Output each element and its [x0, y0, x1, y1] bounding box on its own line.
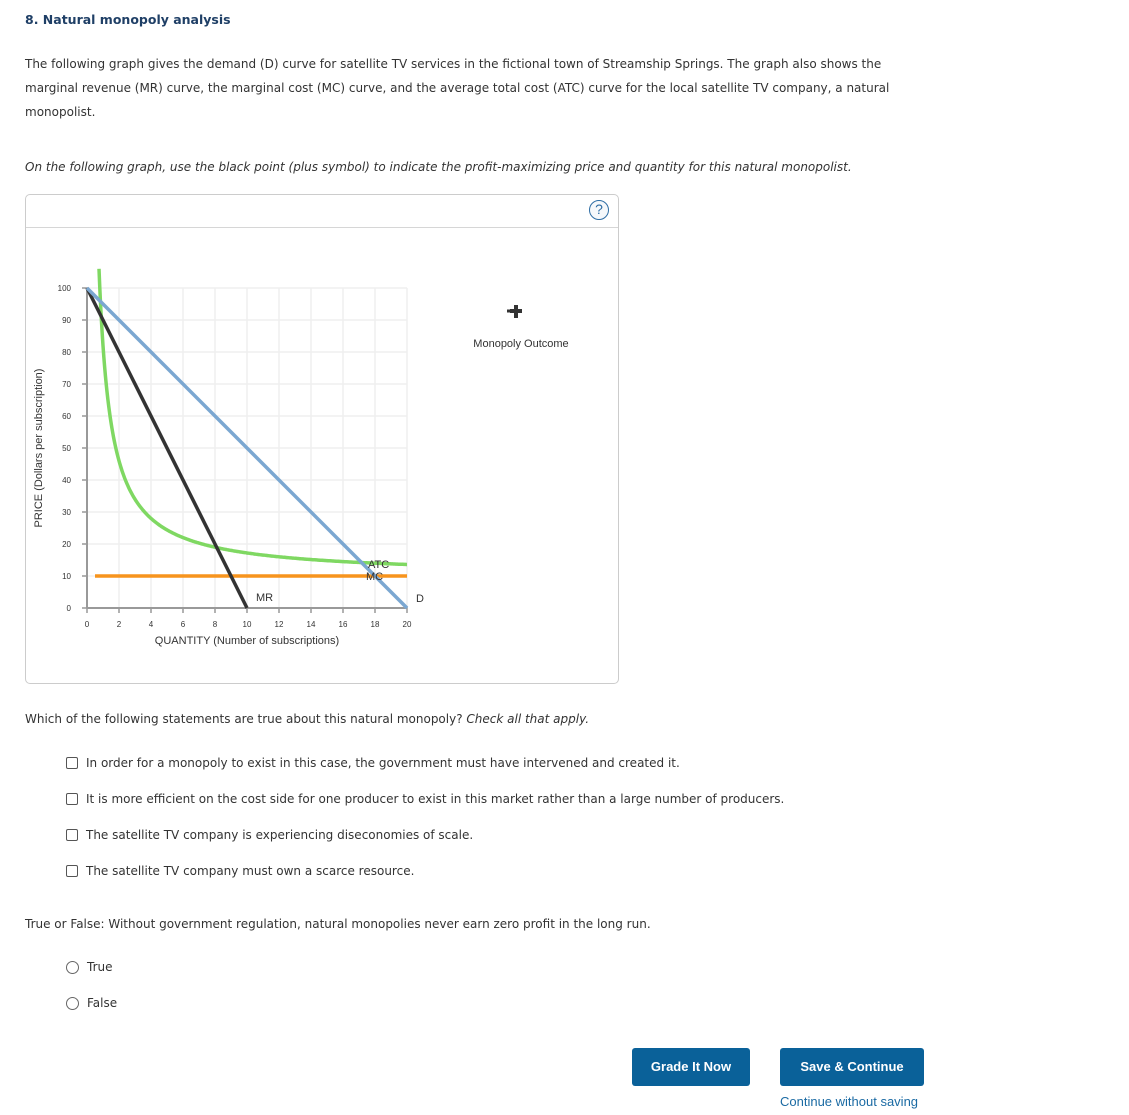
demand-label: D	[416, 593, 424, 605]
y-tick-label: 20	[62, 540, 71, 549]
q2-option-1[interactable]	[66, 756, 680, 770]
save-continue-button[interactable]: Save & Continue	[780, 1048, 924, 1086]
q2-option-label: The satellite TV company is experiencing diseconomies of scale.	[86, 828, 474, 842]
graph-instruction: On the following graph, use the black point (plus symbol) to indicate the profit-maximizing price and quantity for this natural monopolist.	[25, 160, 852, 174]
y-tick-label: 40	[62, 476, 71, 485]
continue-without-saving-link[interactable]: Continue without saving	[780, 1094, 919, 1109]
mr-label: MR	[256, 592, 274, 604]
radio-button[interactable]	[66, 997, 79, 1010]
x-tick-label: 14	[306, 620, 316, 629]
graph-canvas[interactable]	[26, 195, 620, 685]
y-tick-label: 10	[62, 572, 71, 581]
q3-option-false[interactable]	[66, 996, 117, 1010]
q2-option-4[interactable]	[66, 864, 414, 878]
radio-button[interactable]	[66, 961, 79, 974]
q2-option-label: In order for a monopoly to exist in this case, the government must have intervened and created it.	[86, 756, 680, 770]
q3-option-label: False	[87, 996, 118, 1010]
help-icon[interactable]: ?	[589, 200, 609, 220]
y-tick-label: 70	[62, 380, 71, 389]
q2-option-3[interactable]	[66, 828, 473, 842]
mc-label: MC	[366, 571, 384, 583]
q3-prompt: True or False: Without government regulation, natural monopolies never earn zero profit in the long run.	[25, 917, 651, 931]
x-tick-label: 8	[212, 620, 218, 629]
y-tick-label: 100	[57, 284, 71, 293]
q3-option-label: True	[87, 960, 113, 974]
question-intro: The following graph gives the demand (D) curve for satellite TV services in the fictional town of Streamship Springs. The graph also shows the marginal revenue (MR) curve, the marginal cost (MC) curve, and the average total cost (ATC) curve for the local satellite TV company, a natural monopolist.	[25, 57, 890, 119]
q2-prompt	[25, 712, 589, 726]
grade-it-now-button[interactable]: Grade It Now	[632, 1048, 750, 1086]
q3-option-true[interactable]	[66, 960, 113, 974]
q2-option-label: It is more efficient on the cost side for one producer to exist in this market rather than a large number of producers.	[86, 792, 785, 806]
x-tick-label: 10	[242, 620, 252, 629]
y-tick-label: 0	[66, 604, 71, 613]
monopoly-outcome-label: Monopoly Outcome	[473, 338, 569, 350]
y-tick-label: 30	[62, 508, 71, 517]
y-tick-label: 50	[62, 444, 71, 453]
x-axis-label: QUANTITY (Number of subscriptions)	[154, 635, 340, 647]
x-tick-label: 12	[274, 620, 284, 629]
q2-option-2[interactable]	[66, 792, 784, 806]
checkbox[interactable]	[66, 829, 78, 841]
q2-option-label: The satellite TV company must own a scarce resource.	[86, 864, 415, 878]
x-tick-label: 4	[148, 620, 154, 629]
y-axis-label: PRICE (Dollars per subscription)	[33, 368, 45, 528]
y-tick-label: 60	[62, 412, 71, 421]
monopoly-outcome-tool[interactable]	[507, 305, 522, 318]
x-tick-label: 0	[84, 620, 90, 629]
atc-label: ATC	[368, 559, 390, 571]
q2-prompt-hint: Check all that apply.	[466, 712, 590, 726]
graph-panel	[25, 194, 619, 684]
checkbox[interactable]	[66, 793, 78, 805]
y-tick-label: 80	[62, 348, 71, 357]
x-tick-label: 20	[402, 620, 412, 629]
plus-point-icon[interactable]	[507, 305, 522, 318]
x-tick-label: 18	[370, 620, 380, 629]
checkbox[interactable]	[66, 757, 78, 769]
x-tick-label: 2	[116, 620, 122, 629]
x-tick-label: 6	[180, 620, 186, 629]
checkbox[interactable]	[66, 865, 78, 877]
question-title: 8. Natural monopoly analysis	[25, 12, 231, 27]
q2-prompt-text: Which of the following statements are true about this natural monopoly?	[25, 712, 463, 726]
x-tick-label: 16	[338, 620, 348, 629]
y-tick-label: 90	[62, 316, 71, 325]
axes	[82, 288, 407, 613]
